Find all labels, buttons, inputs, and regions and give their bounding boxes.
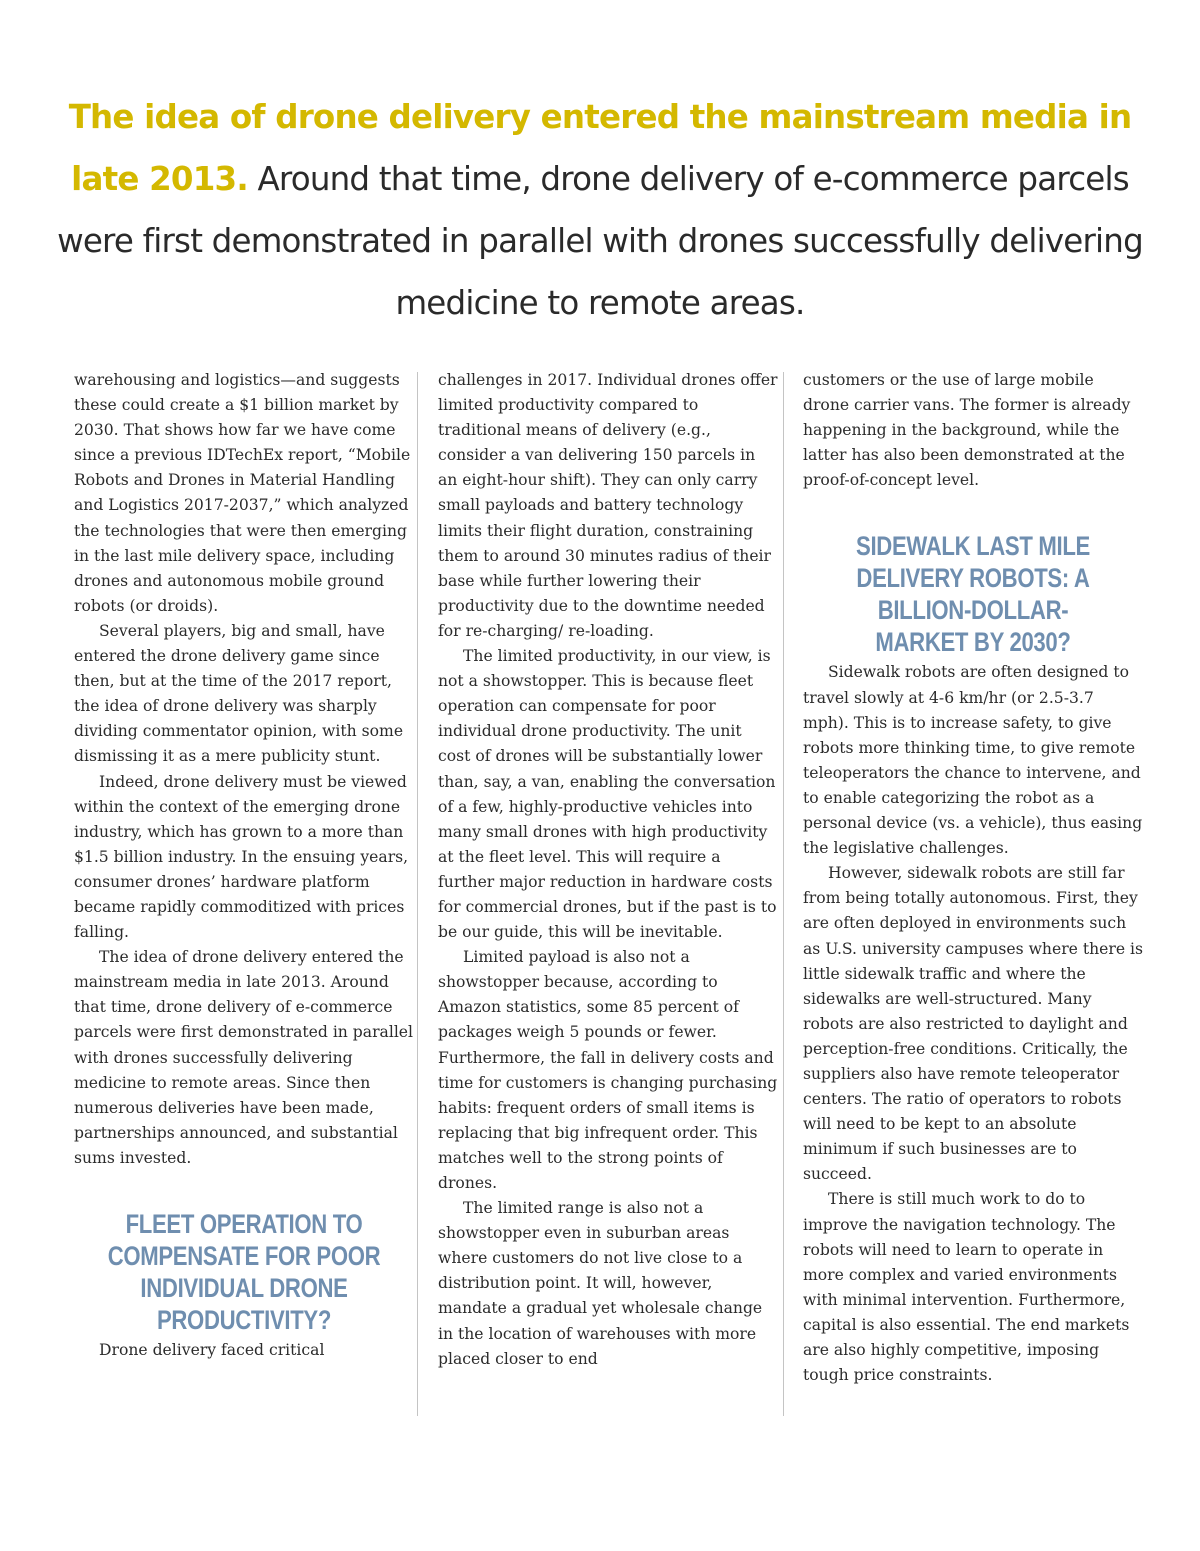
paragraph: Indeed, drone delivery must be viewed within the context of the emerging drone industry, which has grown to a more than $1.5 billion industry. In the ensuing years, consumer drones’ hardware platform became rapidly commoditized with prices falling. bbox=[74, 772, 409, 942]
paragraph: challenges in 2017. Individual drones offer limited productivity compared to traditional means of delivery (e.g., consider a van delivering 150 parcels in an eight-hour shift). They can only carry small payloads and battery technology limits their flight duration, constraining them to around 30 minutes radius of their base while further lowering their productivity due to the downtime needed for re-charging/ re-loading. bbox=[438, 371, 778, 640]
column-divider bbox=[417, 372, 418, 1416]
paragraph: The limited productivity, in our view, is not a showstopper. This is because fleet operation can compensate for poor individual drone productivity. The unit cost of drones will be substantially lower than, say, a van, enabling the conversation of a few, highly-productive vehicles into many small drones with high productivity at the fleet level. This will require a further major reduction in hardware costs for commercial drones, but if the past is to be our guide, this will be inevitable. bbox=[438, 647, 777, 942]
section-heading-sidewalk-robots: SIDEWALK LAST MILE DELIVERY ROBOTS: A BILLION-DOLLAR-MARKET BY 2030? bbox=[856, 531, 1090, 658]
column-3 bbox=[803, 368, 1143, 1388]
section-heading-fleet-operation: FLEET OPERATION TO COMPENSATE FOR POOR INDIVIDUAL DRONE PRODUCTIVITY? bbox=[107, 1209, 381, 1335]
paragraph: customers or the use of large mobile drone carrier vans. The former is already happening in the background, while the latter has also been demonstrated at the proof-of-concept level. bbox=[803, 371, 1131, 490]
pull-quote bbox=[40, 86, 1160, 334]
paragraph: Several players, big and small, have entered the drone delivery game since then, but at the time of the 2017 report, the idea of drone delivery was sharply dividing commentator opinion, with some dismissing it as a mere publicity stunt. bbox=[74, 621, 404, 766]
paragraph: There is still much work to do to improve the navigation technology. The robots will need to learn to operate in more complex and varied environments with minimal intervention. Furthermore, capital is also essential. The end markets are also highly competitive, imposing tough price constraints. bbox=[803, 1190, 1130, 1385]
paragraph: Sidewalk robots are often designed to travel slowly at 4-6 km/hr (or 2.5-3.7 mph). This is to increase safety, to give robots more thinking time, to give remote teleoperators the chance to intervene, and to enable categorizing the robot as a personal device (vs. a vehicle), thus easing the legislative challenges. bbox=[803, 663, 1143, 858]
paragraph: The limited range is also not a showstopper even in suburban areas where customers do not live close to a distribution point. It will, however, mandate a gradual yet wholesale change in the location of warehouses with more placed closer to end bbox=[438, 1199, 763, 1368]
pull-quote-text: Around that time, drone delivery of e-commerce parcels were first demonstrated in parallel with drones successfully delivering medicine to remote areas. bbox=[57, 160, 1143, 322]
paragraph: Drone delivery faced critical bbox=[99, 1341, 325, 1359]
pull-quote-highlight: The idea of drone delivery entered the mainstream media in late 2013. bbox=[68, 98, 1132, 198]
column-2 bbox=[438, 368, 778, 1372]
paragraph: However, sidewalk robots are still far from being totally autonomous. First, they are often deployed in environments such as U.S. university campuses where there is little sidewalk traffic and where the sidewalks are well-structured. Many robots are also restricted to daylight and perception-free conditions. Critically, the suppliers also have remote teleoperator centers. The ratio of operators to robots will need to be kept to an absolute minimum if such businesses are to succeed. bbox=[803, 864, 1144, 1184]
paragraph: Limited payload is also not a showstopper because, according to Amazon statistics, some 85 percent of packages weigh 5 pounds or fewer. Furthermore, the fall in delivery costs and time for customers is changing purchasing habits: frequent orders of small items is replacing that big infrequent order. This matches well to the strong points of drones. bbox=[438, 948, 778, 1192]
paragraph: warehousing and logistics—and suggests these could create a $1 billion market by 2030. That shows how far we have come since a previous IDTechEx report, “Mobile Robots and Drones in Material Handling and Logistics 2017-2037,” which analyzed the technologies that were then emerging in the last mile delivery space, including drones and autonomous mobile ground robots (or droids). bbox=[74, 371, 411, 615]
column-divider bbox=[783, 372, 784, 1416]
column-1 bbox=[74, 368, 414, 1363]
paragraph: The idea of drone delivery entered the mainstream media in late 2013. Around that time, drone delivery of e-commerce parcels were first demonstrated in parallel with drones successfully delivering medicine to remote areas. Since then numerous deliveries have been made, partnerships announced, and substantial sums invested. bbox=[74, 948, 414, 1167]
